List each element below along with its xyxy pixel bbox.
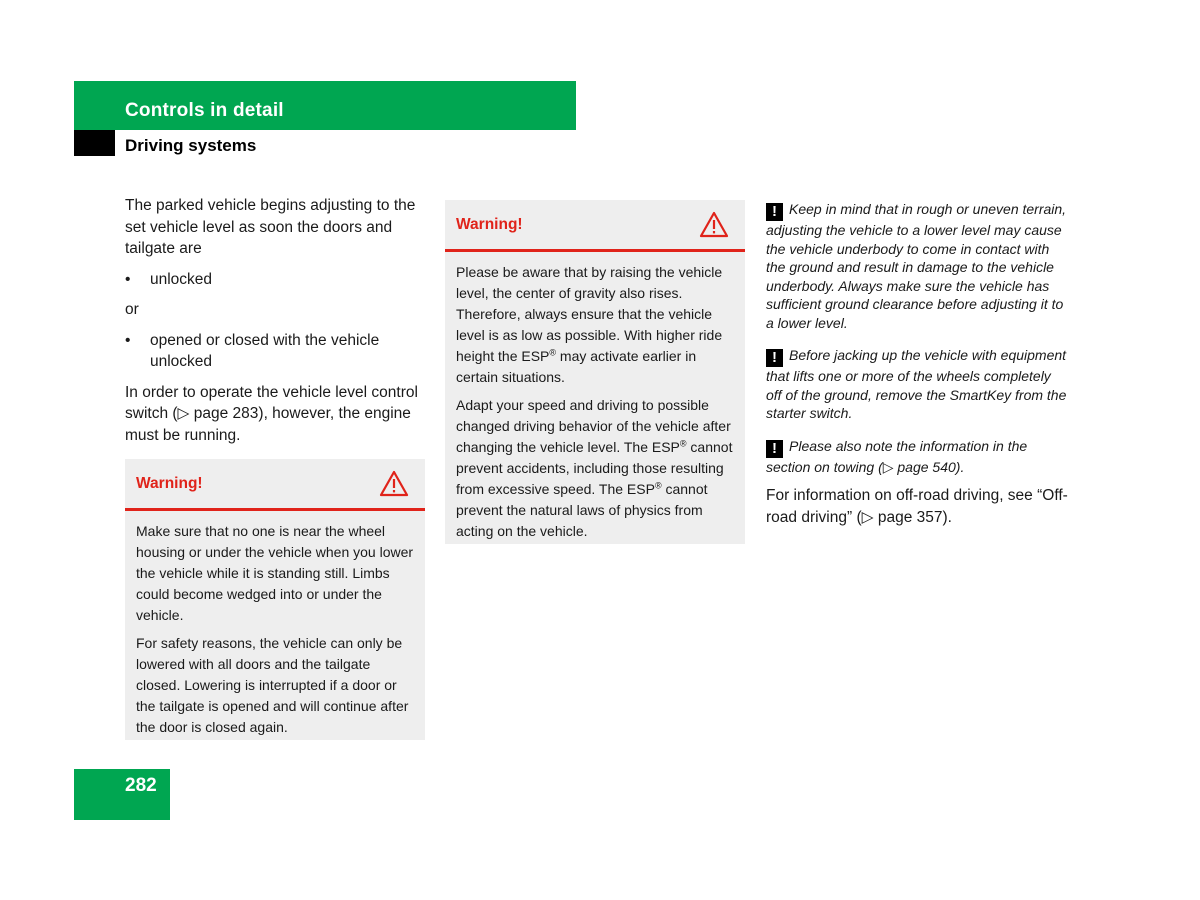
or-text: or: [125, 301, 139, 318]
caution-note: [766, 346, 1068, 423]
warning-triangle-icon: [379, 470, 409, 497]
column-right: [766, 200, 1068, 528]
warning-label: Warning!: [136, 475, 203, 492]
intro-text: The parked vehicle begins adjusting to the set vehicle level as soon the doors and tailgate are: [125, 197, 416, 257]
warning-header: [445, 200, 745, 252]
page-number: 282: [125, 775, 157, 796]
exclamation-icon: !: [766, 440, 783, 458]
offroad-text: For information on off-road driving, see “Off-road driving” (▷ page 357).: [766, 487, 1068, 526]
caution-note: [766, 200, 1068, 332]
warning-paragraph: For safety reasons, the vehicle can only be lowered with all doors and the tailgate closed. Lowering is interrupted if a door or the tailgate is opened and will continue after the door is closed again.: [136, 635, 409, 735]
page-number-box: [74, 769, 170, 820]
note-text: Please also note the information in the section on towing (▷ page 540).: [766, 437, 1028, 475]
exclamation-icon: !: [766, 203, 783, 221]
exclamation-icon: !: [766, 349, 783, 367]
bullet-item: [125, 330, 427, 373]
subsection-title: Driving systems: [125, 136, 257, 155]
caution-note: [766, 437, 1068, 477]
operation-text: In order to operate the vehicle level control switch (▷ page 283), however, the engine must be running.: [125, 383, 418, 444]
header-marker: [74, 130, 115, 156]
warning-header: [125, 459, 425, 511]
bullet-item: [125, 269, 427, 291]
warning-body: [125, 511, 425, 753]
warning-body: [445, 252, 745, 557]
warning-box-raising: [445, 200, 745, 544]
warning-paragraph: Make sure that no one is near the wheel housing or under the vehicle when you lower the vehicle while it is standing still. Limbs could become wedged into or under the vehicle.: [136, 523, 414, 623]
bullet-text: opened or closed with the vehicle unlocked: [150, 331, 380, 370]
note-text: Before jacking up the vehicle with equipment that lifts one or more of the wheels completely off of the ground, remove the SmartKey from the starter switch.: [766, 347, 1067, 421]
bullet-dot: •: [125, 270, 131, 288]
header-bar: [74, 81, 576, 130]
bullet-text: unlocked: [150, 270, 213, 288]
column-left: [125, 195, 427, 455]
bullet-dot: •: [125, 331, 131, 349]
warning-triangle-icon: [699, 211, 729, 238]
section-title: Controls in detail: [125, 100, 284, 121]
warning-paragraph: Adapt your speed and driving to possible changed driving behavior of the vehicle after changing the vehicle level. The ESP® cannot prevent accidents, including those resulting from excessive speed. The ESP® cannot prevent the natural laws of physics from acting on the vehicle.: [456, 397, 733, 539]
note-text: Keep in mind that in rough or uneven terrain, adjusting the vehicle to a lower level may cause the vehicle underbody to come in contact with the ground and result in damage to the vehicle underbody. Always make sure the vehicle has sufficient ground clearance before adjusting it to a lower level.: [766, 201, 1067, 331]
warning-box-lowering: [125, 459, 425, 740]
warning-paragraph: Please be aware that by raising the vehicle level, the center of gravity also rises. Therefore, always ensure that the vehicle level is as low as possible. With higher ride height the ESP® may activate earlier in certain situations.: [456, 264, 723, 385]
warning-label: Warning!: [456, 216, 523, 233]
